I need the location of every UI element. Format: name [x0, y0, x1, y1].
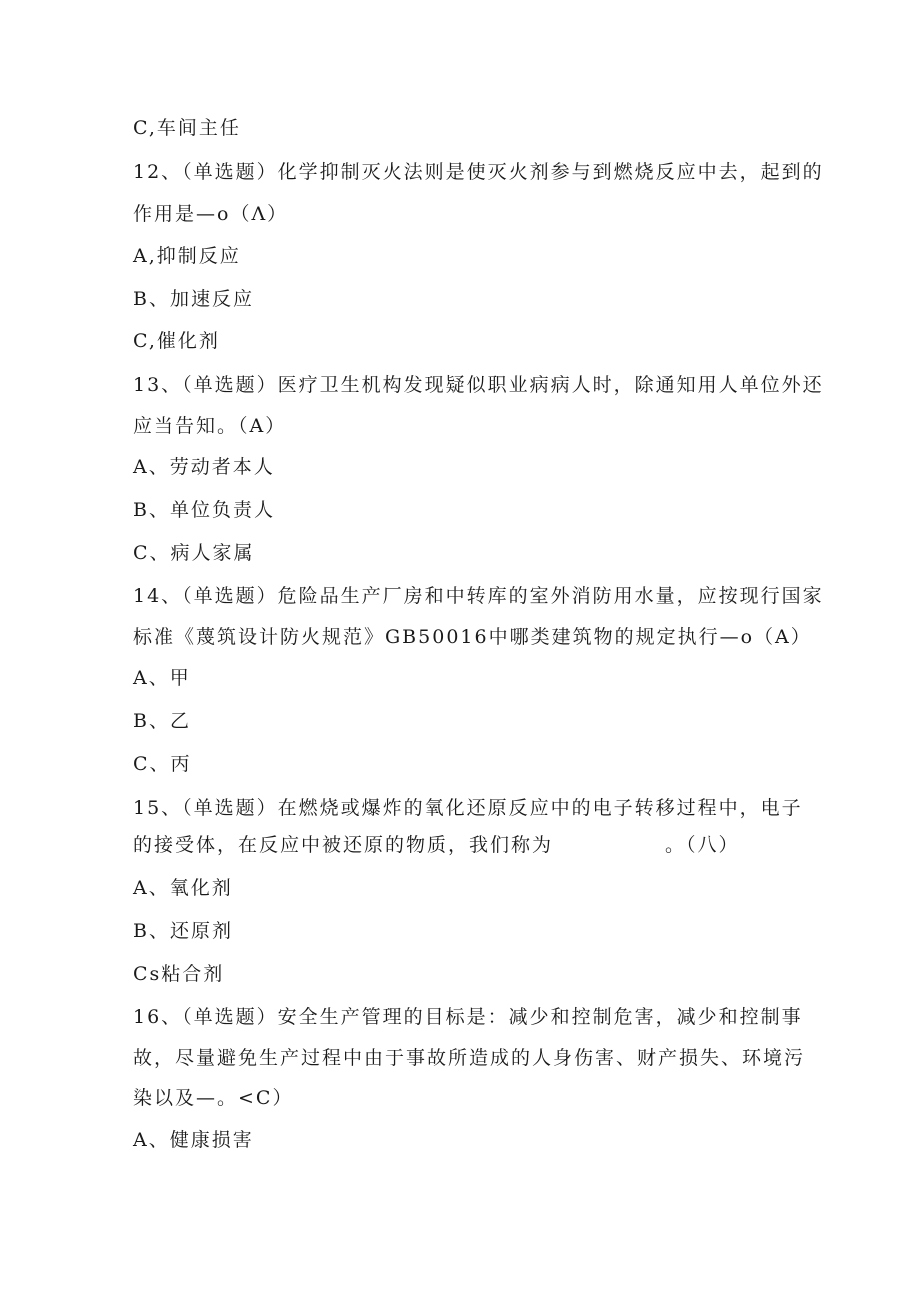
option-line: C,车间主任	[133, 117, 241, 139]
question-line: 13、（单选题）医疗卫生机构发现疑似职业病病人时，除通知用人单位外还	[133, 374, 824, 396]
option-line: A,抑制反应	[133, 245, 241, 267]
question-line: 标准《蔑筑设计防火规范》GB50016中哪类建筑物的规定执行—o（A）	[133, 626, 812, 648]
option-line: C、丙	[133, 753, 192, 775]
option-line: C,催化剂	[133, 330, 220, 352]
question-text: 。（八）	[665, 834, 740, 856]
question-line: 12、（单选题）化学抑制灭火法则是使灭火剂参与到燃烧反应中去，起到的	[133, 161, 824, 183]
option-line: A、甲	[133, 667, 191, 689]
question-line: 应当告知。（A）	[133, 415, 287, 437]
question-line: 故，尽量避免生产过程中由于事故所造成的人身伤害、财产损失、环境污	[133, 1047, 806, 1069]
option-line: B、还原剂	[133, 920, 233, 942]
question-text: 的接受体，在反应中被还原的物质，我们称为	[133, 834, 554, 856]
question-line: 作用是—o（Λ）	[133, 203, 289, 225]
question-line: 14、（单选题）危险品生产厂房和中转库的室外消防用水量，应按现行国家	[133, 585, 824, 607]
question-line: 染以及—。<C）	[133, 1087, 294, 1109]
option-line: Cs粘合剂	[133, 963, 225, 985]
question-line	[133, 833, 740, 857]
option-line: C、病人家属	[133, 542, 255, 564]
option-line: B、加速反应	[133, 288, 254, 310]
question-line: 16、（单选题）安全生产管理的目标是：减少和控制危害，减少和控制事	[133, 1006, 803, 1028]
option-line: B、单位负责人	[133, 499, 275, 521]
question-line: 15、（单选题）在燃烧或爆炸的氧化还原反应中的电子转移过程中，电子	[133, 797, 803, 819]
option-line: A、健康损害	[133, 1129, 254, 1151]
option-line: A、劳动者本人	[133, 456, 275, 478]
option-line: B、乙	[133, 710, 191, 732]
option-line: A、氧化剂	[133, 877, 233, 899]
